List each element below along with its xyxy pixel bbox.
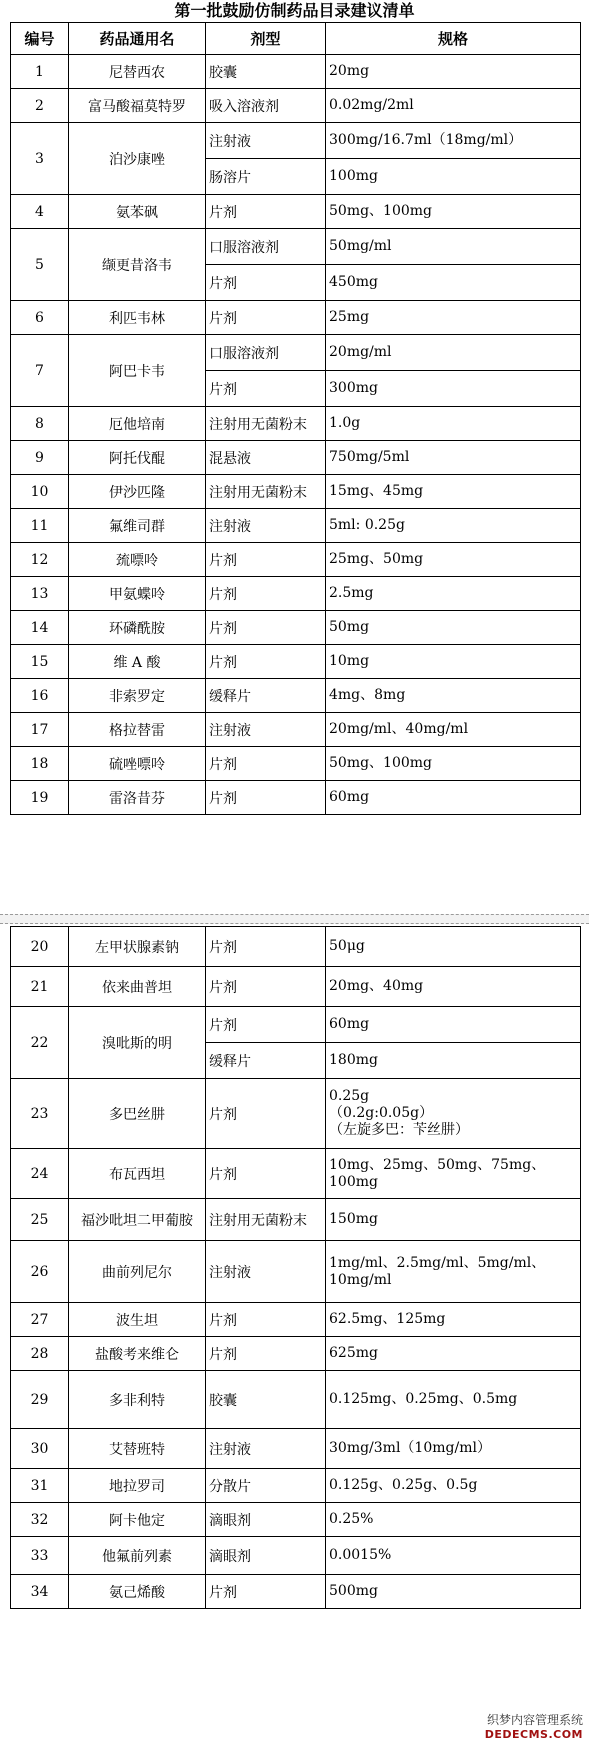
dosage-form: 片剂 (206, 747, 326, 781)
drug-number: 21 (11, 967, 69, 1007)
specification: 0.125g、0.25g、0.5g (326, 1469, 581, 1503)
drug-number: 13 (11, 577, 69, 611)
specification: 500mg (326, 1575, 581, 1609)
dosage-form: 片剂 (206, 1007, 326, 1043)
drug-number: 20 (11, 927, 69, 967)
dosage-form: 口服溶液剂 (206, 229, 326, 265)
dosage-form: 片剂 (206, 781, 326, 815)
specification: 20mg/ml (326, 335, 581, 371)
drug-name: 溴吡斯的明 (69, 1007, 206, 1079)
drug-number: 5 (11, 229, 69, 301)
drug-number: 6 (11, 301, 69, 335)
table-row (11, 781, 581, 815)
header-dosage-form: 剂型 (206, 23, 326, 55)
drug-name: 甲氨蝶呤 (69, 577, 206, 611)
specification: 4mg、8mg (326, 679, 581, 713)
drug-number: 7 (11, 335, 69, 407)
drug-list-table-part-1 (10, 22, 581, 815)
drug-name: 多巴丝肼 (69, 1079, 206, 1149)
table-row (11, 123, 581, 159)
table-row (11, 1429, 581, 1469)
drug-name: 地拉罗司 (69, 1469, 206, 1503)
table-row (11, 335, 581, 371)
drug-name: 曲前列尼尔 (69, 1241, 206, 1303)
table-row (11, 543, 581, 577)
dosage-form: 注射用无菌粉末 (206, 475, 326, 509)
drug-number: 22 (11, 1007, 69, 1079)
drug-number: 29 (11, 1371, 69, 1429)
header-number: 编号 (11, 23, 69, 55)
drug-number: 11 (11, 509, 69, 543)
table-header (11, 23, 581, 55)
drug-name: 尼替西农 (69, 55, 206, 89)
drug-name: 阿托伐醌 (69, 441, 206, 475)
dosage-form: 混悬液 (206, 441, 326, 475)
dosage-form: 片剂 (206, 577, 326, 611)
table-row (11, 747, 581, 781)
drug-number: 15 (11, 645, 69, 679)
specification: 180mg (326, 1043, 581, 1079)
dosage-form: 片剂 (206, 1575, 326, 1609)
specification: 750mg/5ml (326, 441, 581, 475)
table-body (11, 927, 581, 1609)
drug-number: 1 (11, 55, 69, 89)
table-row (11, 927, 581, 967)
table-row (11, 645, 581, 679)
drug-number: 34 (11, 1575, 69, 1609)
table-row (11, 713, 581, 747)
drug-name: 非索罗定 (69, 679, 206, 713)
drug-number: 8 (11, 407, 69, 441)
drug-name: 波生坦 (69, 1303, 206, 1337)
drug-number: 25 (11, 1199, 69, 1241)
specification: 1mg/ml、2.5mg/ml、5mg/ml、10mg/ml (326, 1241, 581, 1303)
dosage-form: 注射液 (206, 713, 326, 747)
header-specification: 规格 (326, 23, 581, 55)
drug-number: 17 (11, 713, 69, 747)
drug-number: 27 (11, 1303, 69, 1337)
drug-name: 布瓦西坦 (69, 1149, 206, 1199)
drug-name: 雷洛昔芬 (69, 781, 206, 815)
specification: 0.0015% (326, 1537, 581, 1575)
table-row (11, 1537, 581, 1575)
dosage-form: 片剂 (206, 1079, 326, 1149)
specification: 20mg (326, 55, 581, 89)
header-drug-name: 药品通用名 (69, 23, 206, 55)
specification: 25mg (326, 301, 581, 335)
drug-name: 氨己烯酸 (69, 1575, 206, 1609)
drug-number: 12 (11, 543, 69, 577)
specification: 150mg (326, 1199, 581, 1241)
dosage-form: 肠溶片 (206, 159, 326, 195)
specification: 10mg (326, 645, 581, 679)
drug-number: 18 (11, 747, 69, 781)
table-row (11, 1149, 581, 1199)
dosage-form: 注射用无菌粉末 (206, 1199, 326, 1241)
specification: 62.5mg、125mg (326, 1303, 581, 1337)
table-row (11, 509, 581, 543)
specification: 450mg (326, 265, 581, 301)
specification: 60mg (326, 1007, 581, 1043)
table-row (11, 1007, 581, 1043)
table-row (11, 1241, 581, 1303)
specification: 5ml: 0.25g (326, 509, 581, 543)
table-row (11, 441, 581, 475)
table-row (11, 301, 581, 335)
table-row (11, 1575, 581, 1609)
specification: 50mg、100mg (326, 195, 581, 229)
drug-name: 硫唑嘌呤 (69, 747, 206, 781)
table-row (11, 1469, 581, 1503)
specification: 60mg (326, 781, 581, 815)
table-row (11, 475, 581, 509)
dosage-form: 吸入溶液剂 (206, 89, 326, 123)
drug-name: 富马酸福莫特罗 (69, 89, 206, 123)
specification: 50mg、100mg (326, 747, 581, 781)
drug-number: 26 (11, 1241, 69, 1303)
specification: 20mg/ml、40mg/ml (326, 713, 581, 747)
specification: 0.25% (326, 1503, 581, 1537)
dosage-form: 片剂 (206, 265, 326, 301)
dosage-form: 片剂 (206, 1303, 326, 1337)
drug-name: 依来曲普坦 (69, 967, 206, 1007)
drug-name: 环磷酰胺 (69, 611, 206, 645)
drug-number: 19 (11, 781, 69, 815)
table-row (11, 195, 581, 229)
table-row (11, 229, 581, 265)
specification: 300mg (326, 371, 581, 407)
drug-name: 多非利特 (69, 1371, 206, 1429)
drug-name: 福沙吡坦二甲葡胺 (69, 1199, 206, 1241)
dosage-form: 缓释片 (206, 1043, 326, 1079)
dosage-form: 注射液 (206, 123, 326, 159)
drug-number: 3 (11, 123, 69, 195)
specification: 1.0g (326, 407, 581, 441)
table-row (11, 1199, 581, 1241)
table-row (11, 1337, 581, 1371)
drug-number: 23 (11, 1079, 69, 1149)
specification: 30mg/3ml（10mg/ml） (326, 1429, 581, 1469)
table-row (11, 1303, 581, 1337)
specification: 10mg、25mg、50mg、75mg、100mg (326, 1149, 581, 1199)
dosage-form: 滴眼剂 (206, 1537, 326, 1575)
specification: 625mg (326, 1337, 581, 1371)
dosage-form: 片剂 (206, 927, 326, 967)
table-row (11, 967, 581, 1007)
dosage-form: 注射液 (206, 509, 326, 543)
table-row (11, 1371, 581, 1429)
table-row (11, 407, 581, 441)
drug-number: 32 (11, 1503, 69, 1537)
drug-name: 氨苯砜 (69, 195, 206, 229)
table-row (11, 55, 581, 89)
drug-name: 厄他培南 (69, 407, 206, 441)
drug-name: 阿巴卡韦 (69, 335, 206, 407)
drug-name: 巯嘌呤 (69, 543, 206, 577)
page-break (0, 914, 589, 924)
specification: 2.5mg (326, 577, 581, 611)
specification: 50μg (326, 927, 581, 967)
dosage-form: 片剂 (206, 543, 326, 577)
drug-number: 30 (11, 1429, 69, 1469)
watermark (459, 1713, 583, 1745)
drug-number: 2 (11, 89, 69, 123)
dosage-form: 片剂 (206, 611, 326, 645)
dosage-form: 片剂 (206, 195, 326, 229)
dosage-form: 片剂 (206, 371, 326, 407)
dosage-form: 片剂 (206, 967, 326, 1007)
drug-number: 33 (11, 1537, 69, 1575)
dosage-form: 片剂 (206, 1337, 326, 1371)
drug-name: 艾替班特 (69, 1429, 206, 1469)
specification: 100mg (326, 159, 581, 195)
table-row (11, 1079, 581, 1149)
table-row (11, 89, 581, 123)
page-title: 第一批鼓励仿制药品目录建议清单 (174, 1, 415, 20)
table-row (11, 1503, 581, 1537)
watermark-line-2: DEDECMS.COM (484, 1728, 583, 1741)
drug-name: 伊沙匹隆 (69, 475, 206, 509)
drug-name: 氟维司群 (69, 509, 206, 543)
drug-number: 28 (11, 1337, 69, 1371)
dosage-form: 分散片 (206, 1469, 326, 1503)
watermark-line-1: 织梦内容管理系统 (486, 1713, 583, 1727)
drug-name: 维 A 酸 (69, 645, 206, 679)
dosage-form: 注射液 (206, 1429, 326, 1469)
table-row (11, 679, 581, 713)
drug-name: 泊沙康唑 (69, 123, 206, 195)
specification: 20mg、40mg (326, 967, 581, 1007)
drug-number: 24 (11, 1149, 69, 1199)
specification: 0.125mg、0.25mg、0.5mg (326, 1371, 581, 1429)
dosage-form: 滴眼剂 (206, 1503, 326, 1537)
drug-name: 格拉替雷 (69, 713, 206, 747)
table-body (11, 55, 581, 815)
drug-name: 缬更昔洛韦 (69, 229, 206, 301)
drug-list-table-part-2 (10, 926, 581, 1609)
dosage-form: 胶囊 (206, 55, 326, 89)
drug-name: 阿卡他定 (69, 1503, 206, 1537)
drug-number: 10 (11, 475, 69, 509)
drug-number: 9 (11, 441, 69, 475)
dosage-form: 片剂 (206, 645, 326, 679)
dosage-form: 片剂 (206, 301, 326, 335)
specification: 0.25g （0.2g:0.05g） （左旋多巴：苄丝肼） (326, 1079, 581, 1149)
drug-number: 31 (11, 1469, 69, 1503)
drug-name: 盐酸考来维仑 (69, 1337, 206, 1371)
specification: 50mg/ml (326, 229, 581, 265)
specification: 25mg、50mg (326, 543, 581, 577)
drug-name: 利匹韦林 (69, 301, 206, 335)
drug-number: 14 (11, 611, 69, 645)
dosage-form: 注射用无菌粉末 (206, 407, 326, 441)
drug-name: 他氟前列素 (69, 1537, 206, 1575)
drug-name: 左甲状腺素钠 (69, 927, 206, 967)
dosage-form: 胶囊 (206, 1371, 326, 1429)
specification: 300mg/16.7ml（18mg/ml） (326, 123, 581, 159)
drug-number: 16 (11, 679, 69, 713)
specification: 0.02mg/2ml (326, 89, 581, 123)
dosage-form: 片剂 (206, 1149, 326, 1199)
table-row (11, 577, 581, 611)
specification: 50mg (326, 611, 581, 645)
dosage-form: 注射液 (206, 1241, 326, 1303)
specification: 15mg、45mg (326, 475, 581, 509)
dosage-form: 缓释片 (206, 679, 326, 713)
drug-number: 4 (11, 195, 69, 229)
table-row (11, 611, 581, 645)
dosage-form: 口服溶液剂 (206, 335, 326, 371)
